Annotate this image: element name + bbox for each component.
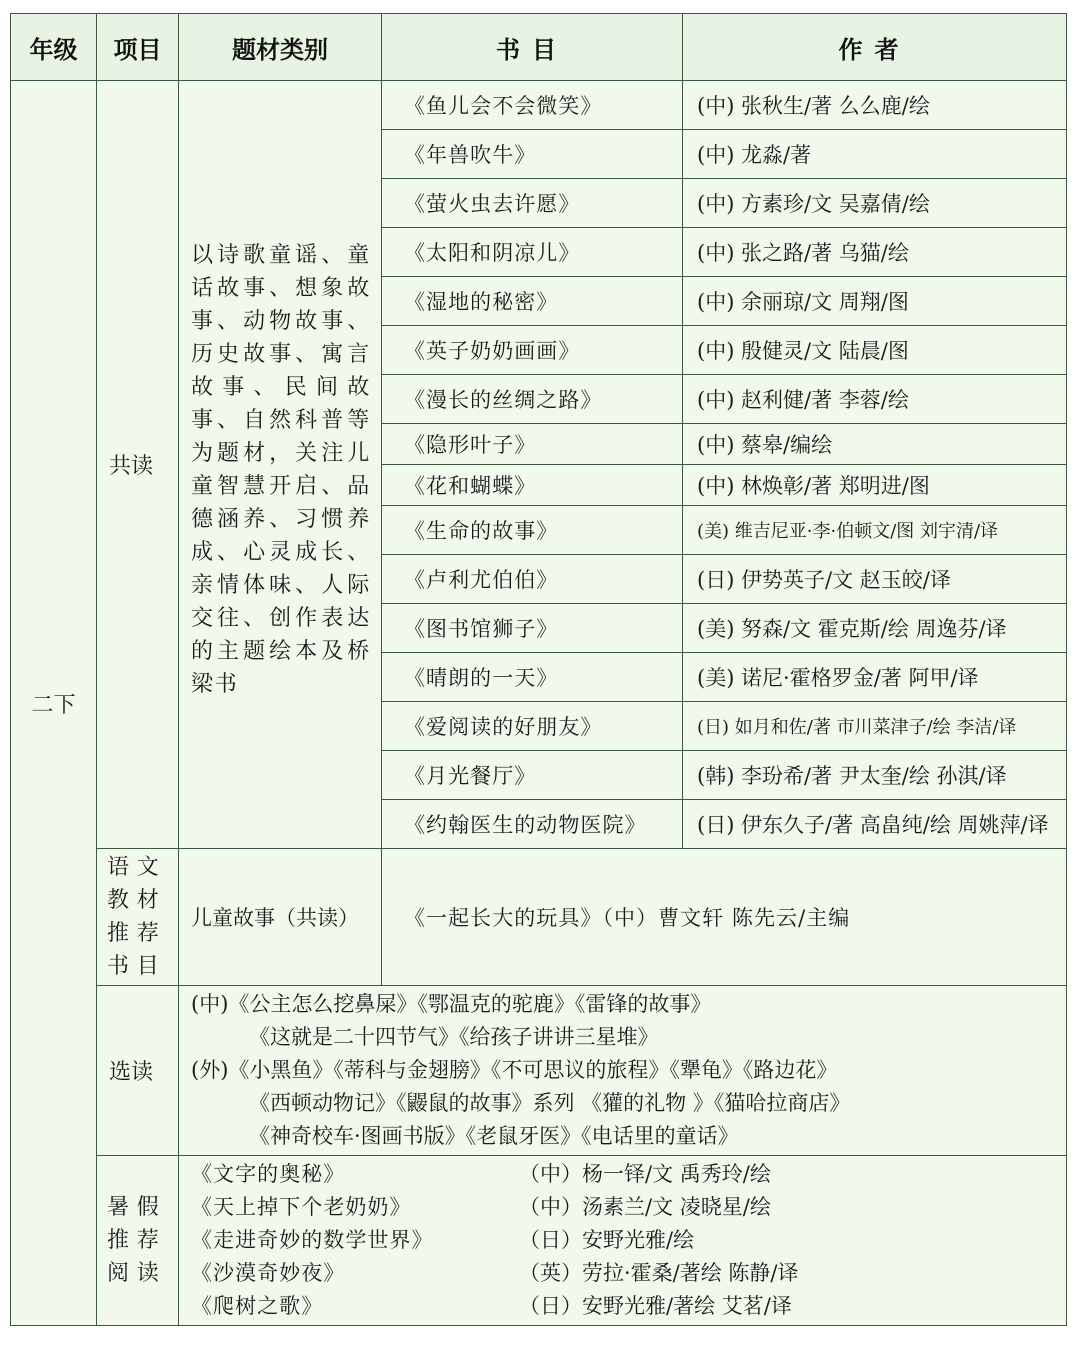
book-author: (中) 蔡皋/编绘 (683, 424, 1067, 465)
optional-line: 《这就是二十四节气》《给孩子讲讲三星堆》 (249, 1025, 659, 1049)
book-author: (中) 殷健灵/文 陆晨/图 (683, 326, 1067, 375)
book-title: 《鱼儿会不会微笑》 (382, 81, 683, 130)
summer-label: 暑假推荐阅读 (97, 1156, 179, 1326)
book-title: 《图书馆狮子》 (382, 604, 683, 653)
book-author: (美) 维吉尼亚·李·伯顿文/图 刘宇清/译 (683, 506, 1067, 555)
textbook-category: 儿童故事（共读） (179, 849, 382, 986)
book-title: 《年兽吹牛》 (382, 130, 683, 179)
book-author: (日) 伊势英子/文 赵玉皎/译 (683, 555, 1067, 604)
table-row (11, 1156, 1067, 1326)
book-title: 《湿地的秘密》 (382, 277, 683, 326)
book-title: 《晴朗的一天》 (382, 653, 683, 702)
summer-item (191, 1290, 1058, 1323)
optional-line: (中)《公主怎么挖鼻屎》《鄂温克的驼鹿》《雷锋的故事》 (191, 992, 712, 1016)
optional-line: (外)《小黑鱼》《蒂科与金翅膀》《不可思议的旅程》《犟龟》《路边花》 (191, 1058, 838, 1082)
header-item: 项目 (97, 14, 179, 81)
book-title: 《月光餐厅》 (382, 751, 683, 800)
header-grade: 年级 (11, 14, 97, 81)
summer-list (179, 1156, 1067, 1326)
header-row (11, 14, 1067, 81)
book-title: 《爱阅读的好朋友》 (382, 702, 683, 751)
optional-line: 《西顿动物记》《鼹鼠的故事》系列 《獾的礼物 》《猫哈拉商店》 (249, 1091, 851, 1115)
summer-author: （英）劳拉·霍桑/著绘 陈静/译 (519, 1261, 799, 1285)
book-title: 《花和蝴蝶》 (382, 465, 683, 506)
optional-label: 选读 (97, 986, 179, 1156)
book-author: (中) 张秋生/著 么么鹿/绘 (683, 81, 1067, 130)
book-author: (美) 诺尼·霍格罗金/著 阿甲/译 (683, 653, 1067, 702)
book-title: 《隐形叶子》 (382, 424, 683, 465)
book-author: (中) 龙淼/著 (683, 130, 1067, 179)
book-title: 《英子奶奶画画》 (382, 326, 683, 375)
book-author: (美) 努森/文 霍克斯/绘 周逸芬/译 (683, 604, 1067, 653)
summer-item (191, 1224, 1058, 1257)
reading-list-table (10, 13, 1067, 1326)
header-books: 书目 (382, 14, 683, 81)
book-title: 《太阳和阴凉儿》 (382, 228, 683, 277)
summer-item (191, 1158, 1058, 1191)
book-title: 《萤火虫去许愿》 (382, 179, 683, 228)
summer-item (191, 1191, 1058, 1224)
book-author: (日) 伊东久子/著 高畠纯/绘 周姚萍/译 (683, 800, 1067, 849)
table-row (11, 849, 1067, 986)
header-category: 题材类别 (179, 14, 382, 81)
summer-item (191, 1257, 1058, 1290)
book-title: 《生命的故事》 (382, 506, 683, 555)
textbook-book: 《一起长大的玩具》（中）曹文轩 陈先云/主编 (382, 849, 1067, 986)
book-title: 《卢利尤伯伯》 (382, 555, 683, 604)
optional-list (179, 986, 1067, 1156)
book-author: (中) 余丽琼/文 周翔/图 (683, 277, 1067, 326)
table-row (11, 81, 1067, 130)
shared-reading-category: 以诗歌童谣、童话故事、想象故事、动物故事、历史故事、寓言故事、民间故事、自然科普等为题材，关注儿童智慧开启、品德涵养、习惯养成、心灵成长、亲情体味、人际交往、创作表达的主题绘本及桥梁书 (179, 81, 382, 849)
summer-book: 《天上掉下个老奶奶》 (191, 1195, 412, 1219)
book-author: (中) 张之路/著 乌猫/绘 (683, 228, 1067, 277)
summer-author: （日）安野光雅/著绘 艾茗/译 (519, 1294, 792, 1318)
book-author: (中) 赵利健/著 李蓉/绘 (683, 375, 1067, 424)
book-title: 《漫长的丝绸之路》 (382, 375, 683, 424)
book-author: (中) 方素珍/文 吴嘉倩/绘 (683, 179, 1067, 228)
summer-author: （中）杨一铎/文 禹秀玲/绘 (519, 1162, 771, 1186)
header-authors: 作者 (683, 14, 1067, 81)
summer-author: （日）安野光雅/绘 (519, 1228, 695, 1252)
table-row (11, 986, 1067, 1156)
grade-cell: 二下 (11, 81, 97, 1326)
book-author: (韩) 李玢希/著 尹太奎/绘 孙淇/译 (683, 751, 1067, 800)
summer-book: 《文字的奥秘》 (191, 1162, 346, 1186)
book-author: (日) 如月和佐/著 市川菜津子/绘 李洁/译 (683, 702, 1067, 751)
optional-line: 《神奇校车·图画书版》《老鼠牙医》《电话里的童话》 (249, 1124, 739, 1148)
book-title: 《约翰医生的动物医院》 (382, 800, 683, 849)
summer-author: （中）汤素兰/文 凌晓星/绘 (519, 1195, 771, 1219)
summer-book: 《沙漠奇妙夜》 (191, 1261, 346, 1285)
textbook-label: 语文教材推荐书目 (97, 849, 179, 986)
book-author: (中) 林焕彰/著 郑明进/图 (683, 465, 1067, 506)
shared-reading-label: 共读 (97, 81, 179, 849)
summer-book: 《爬树之歌》 (191, 1294, 324, 1318)
summer-book: 《走进奇妙的数学世界》 (191, 1228, 434, 1252)
